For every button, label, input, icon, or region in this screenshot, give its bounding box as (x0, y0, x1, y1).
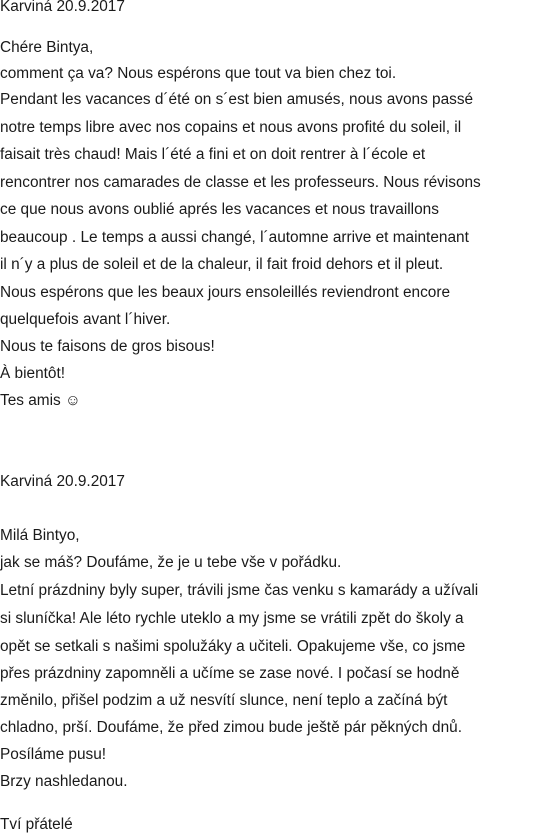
letter-2-body-line: Letní prázdniny byly super, trávili jsme čas venku s kamarády a užívali (0, 582, 479, 599)
letter-1-body-line: comment ça va? Nous espérons que tout va bien chez toi. (0, 65, 397, 82)
letter-2-greeting: Milá Bintyo, (0, 527, 80, 544)
letter-2-body-line: opět se setkali s našimi spolužáky a učiteli. Opakujeme vše, co jsme (0, 638, 466, 655)
letter-2-body-line: Brzy nashledanou. (0, 773, 128, 790)
letter-1-body-line: il n´y a plus de soleil et de la chaleur, il fait froid dehors et il pleut. (0, 256, 444, 273)
letter-1-greeting: Chére Bintya, (0, 39, 94, 56)
letter-1-body-line: faisait très chaud! Mais l´été a fini et on doit rentrer à l´école et (0, 146, 426, 163)
letter-1-body-line: beaucoup . Le temps a aussi changé, l´automne arrive et maintenant (0, 229, 469, 246)
letter-1-body-line: quelquefois avant l´hiver. (0, 311, 171, 328)
letter-2-body-line: změnilo, přišel podzim a už nesvítí slunce, není teplo a začíná být (0, 692, 448, 709)
letter-1-body-line: Pendant les vacances d´été on s´est bien amusés, nous avons passé (0, 91, 474, 108)
letter-1-body-line: À bientôt! (0, 365, 66, 382)
letter-2-signature: Tví přátelé (0, 816, 73, 833)
letter-1-body-line: rencontrer nos camarades de classe et les professeurs. Nous révisons (0, 174, 481, 191)
letter-1-body-line: Nous espérons que les beaux jours ensoleillés reviendront encore (0, 284, 451, 301)
letter-1-body-line: ce que nous avons oublié aprés les vacances et nous travaillons (0, 201, 439, 218)
letter-2-date: Karviná 20.9.2017 (0, 473, 125, 490)
letter-2-body-line: Posíláme pusu! (0, 746, 107, 763)
letter-1-date: Karviná 20.9.2017 (0, 0, 125, 15)
letter-2-body-line: chladno, prší. Doufáme, že před zimou bude ještě pár pěkných dnů. (0, 719, 462, 736)
letter-2-body-line: si sluníčka! Ale léto rychle uteklo a my jsme se vrátili zpět do školy a (0, 610, 464, 627)
letter-1-signature: Tes amis ☺ (0, 392, 81, 409)
letter-1-body-line: notre temps libre avec nos copains et nous avons profité du soleil, il (0, 119, 462, 136)
letter-1-body-line: Nous te faisons de gros bisous! (0, 338, 215, 355)
letter-2-body-line: přes prázdniny zapomněli a učíme se zase nové. I počasí se hodně (0, 665, 460, 682)
letter-2-body-line: jak se máš? Doufáme, že je u tebe vše v pořádku. (0, 554, 342, 571)
